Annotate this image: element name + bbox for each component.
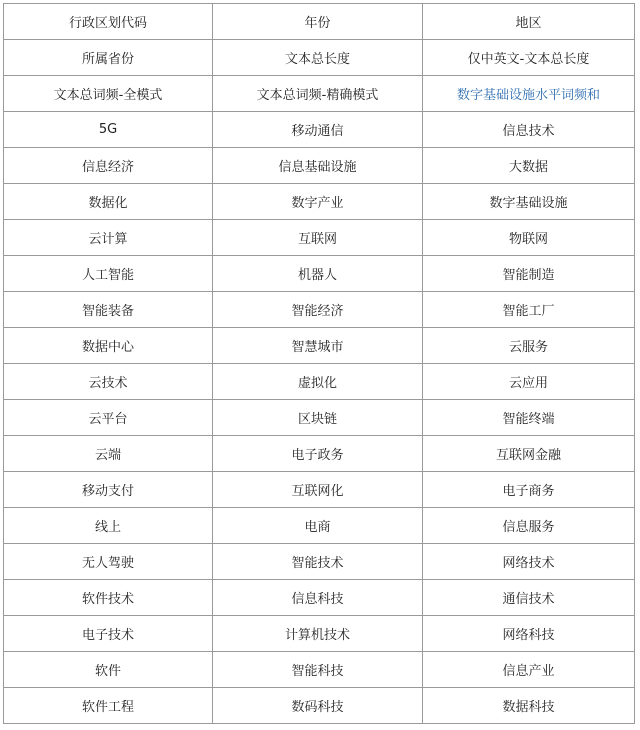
- table-cell: 云服务: [423, 328, 635, 364]
- table-cell: 智能科技: [213, 652, 423, 688]
- table-cell: 互联网化: [213, 472, 423, 508]
- table-cell: 数据科技: [423, 688, 635, 724]
- table-row: [4, 652, 635, 688]
- table-cell: 行政区划代码: [4, 4, 213, 40]
- table-cell: 无人驾驶: [4, 544, 213, 580]
- table-cell: 文本总词频-全模式: [4, 76, 213, 112]
- table-row: [4, 112, 635, 148]
- table-row: [4, 220, 635, 256]
- table-cell: 地区: [423, 4, 635, 40]
- table-cell: 智能制造: [423, 256, 635, 292]
- table-cell: 信息科技: [213, 580, 423, 616]
- table-cell: 电商: [213, 508, 423, 544]
- table-cell: 互联网金融: [423, 436, 635, 472]
- table-row: [4, 184, 635, 220]
- table-row: [4, 256, 635, 292]
- table-cell: 数字基础设施: [423, 184, 635, 220]
- table-cell: 智能终端: [423, 400, 635, 436]
- table-cell: 云计算: [4, 220, 213, 256]
- table-cell: 智能技术: [213, 544, 423, 580]
- table-cell: 信息经济: [4, 148, 213, 184]
- table-cell: 信息服务: [423, 508, 635, 544]
- table-row: [4, 508, 635, 544]
- table-cell: 计算机技术: [213, 616, 423, 652]
- table-body: [4, 4, 635, 724]
- table-cell: 信息产业: [423, 652, 635, 688]
- table-row: [4, 616, 635, 652]
- table-cell: 云端: [4, 436, 213, 472]
- table-cell: 移动通信: [213, 112, 423, 148]
- table-cell: 电子商务: [423, 472, 635, 508]
- table-row: [4, 472, 635, 508]
- table-cell: 数据中心: [4, 328, 213, 364]
- table-row: [4, 400, 635, 436]
- table-cell: 文本总长度: [213, 40, 423, 76]
- table-row: [4, 436, 635, 472]
- table-cell: 5G: [4, 112, 213, 148]
- table-row: [4, 40, 635, 76]
- table-cell: 年份: [213, 4, 423, 40]
- table-cell: 机器人: [213, 256, 423, 292]
- table-cell: 物联网: [423, 220, 635, 256]
- table-cell: 软件技术: [4, 580, 213, 616]
- table-cell: 云技术: [4, 364, 213, 400]
- table-cell: 智能装备: [4, 292, 213, 328]
- table-row: [4, 328, 635, 364]
- table-cell: 信息技术: [423, 112, 635, 148]
- table-cell: 电子政务: [213, 436, 423, 472]
- table-row: [4, 4, 635, 40]
- table-cell-link[interactable]: 数字基础设施水平词频和: [423, 76, 635, 112]
- table-row: [4, 688, 635, 724]
- table-cell: 数码科技: [213, 688, 423, 724]
- table-cell: 软件工程: [4, 688, 213, 724]
- table-cell: 区块链: [213, 400, 423, 436]
- table-cell: 网络技术: [423, 544, 635, 580]
- table-cell: 智慧城市: [213, 328, 423, 364]
- table-cell: 智能工厂: [423, 292, 635, 328]
- table-cell: 仅中英文-文本总长度: [423, 40, 635, 76]
- table-cell: 人工智能: [4, 256, 213, 292]
- table-cell: 云平台: [4, 400, 213, 436]
- table-cell: 电子技术: [4, 616, 213, 652]
- table-cell: 虚拟化: [213, 364, 423, 400]
- table-cell: 云应用: [423, 364, 635, 400]
- table-row: [4, 292, 635, 328]
- table-cell: 智能经济: [213, 292, 423, 328]
- table-cell: 互联网: [213, 220, 423, 256]
- table-cell: 线上: [4, 508, 213, 544]
- table-cell: 移动支付: [4, 472, 213, 508]
- table-cell: 通信技术: [423, 580, 635, 616]
- table-cell: 信息基础设施: [213, 148, 423, 184]
- table-row: [4, 544, 635, 580]
- table-cell: 网络科技: [423, 616, 635, 652]
- table-cell: 数字产业: [213, 184, 423, 220]
- table-row: [4, 148, 635, 184]
- table-row: [4, 364, 635, 400]
- table-cell: 文本总词频-精确模式: [213, 76, 423, 112]
- table-cell: 数据化: [4, 184, 213, 220]
- table-cell: 大数据: [423, 148, 635, 184]
- table-row: [4, 580, 635, 616]
- variable-table: [3, 3, 635, 724]
- table-cell: 软件: [4, 652, 213, 688]
- table-row: [4, 76, 635, 112]
- table-cell: 所属省份: [4, 40, 213, 76]
